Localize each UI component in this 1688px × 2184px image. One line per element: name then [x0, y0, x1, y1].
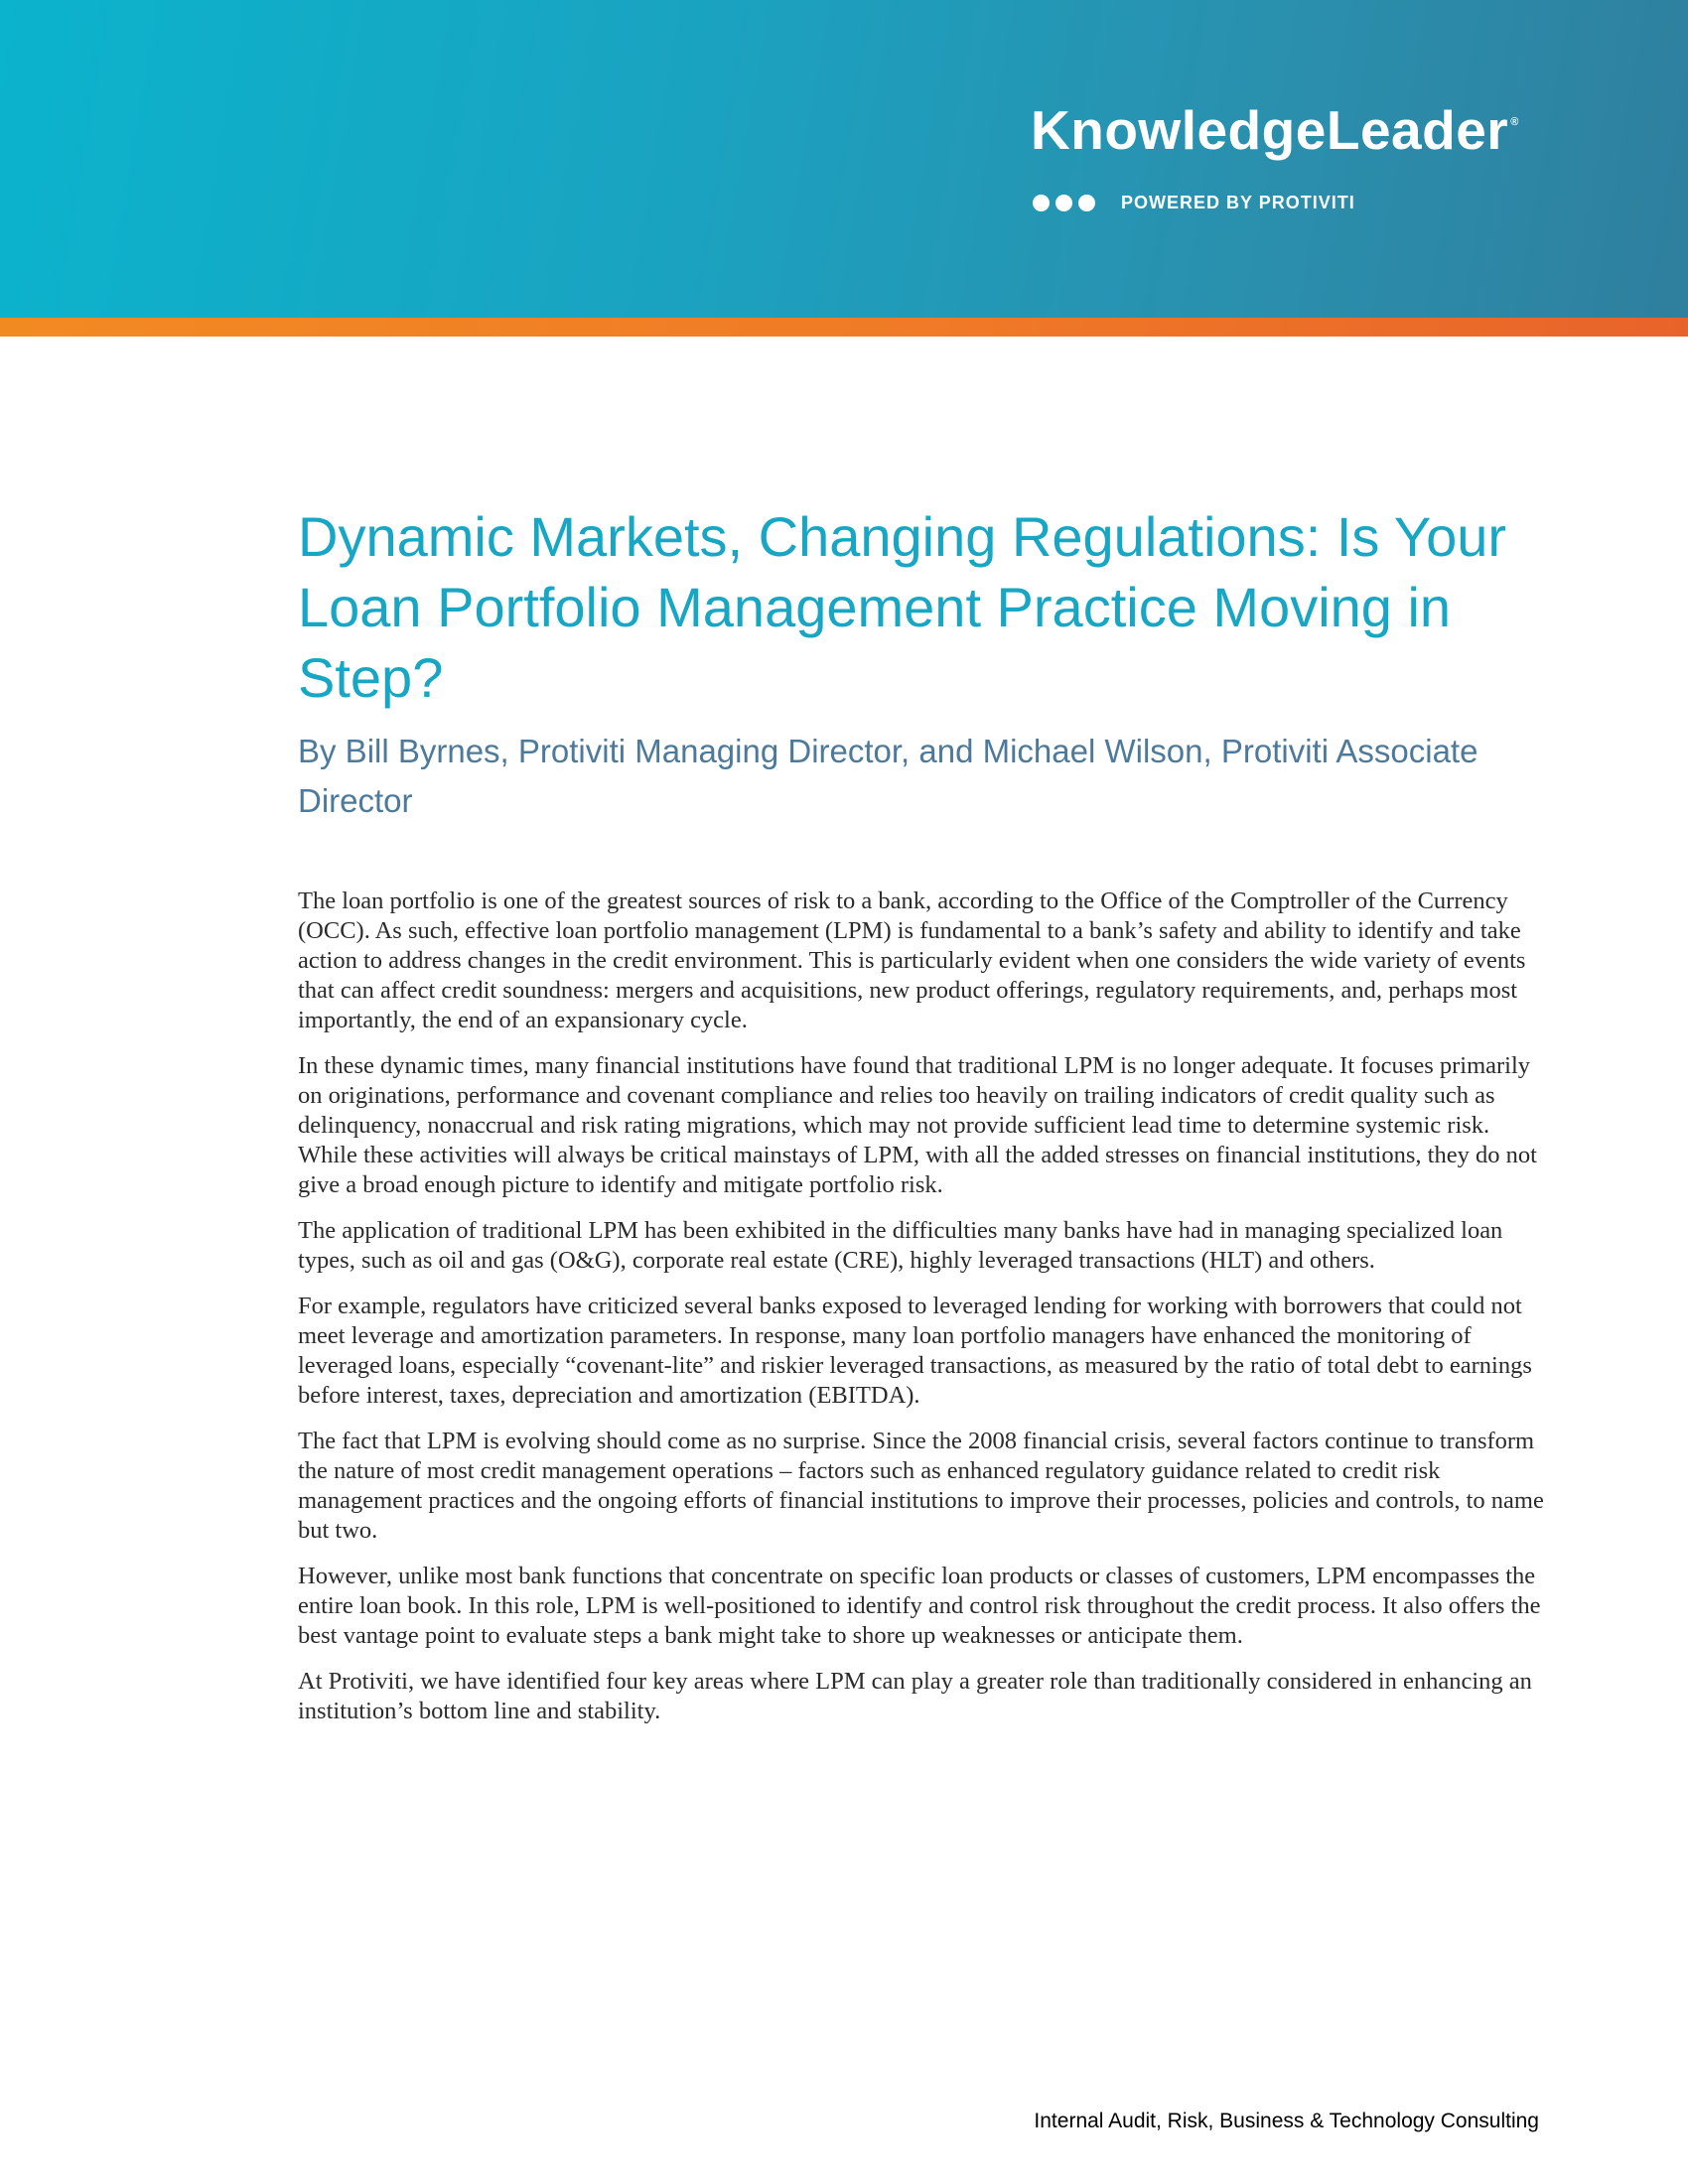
brand-name: KnowledgeLeader	[1031, 99, 1509, 161]
body-paragraph: The fact that LPM is evolving should come as no surprise. Since the 2008 financial crisis, several factors continue to transform the nature of most credit management operations – factors such as enhanced regulatory guidance related to credit risk management practices and the ongoing efforts of financial institutions to improve their processes, policies and controls, to name but two.	[298, 1428, 1544, 1544]
registered-mark: ®	[1510, 116, 1519, 128]
logo-dot	[1033, 195, 1050, 211]
header-accent-stripe	[0, 318, 1688, 337]
body-paragraph: The loan portfolio is one of the greatest sources of risk to a bank, according to the Office of the Comptroller of the Currency (OCC). As such, effective loan portfolio management (LPM) is fundamental to a bank’s safety and ability to identify and take action to address changes in the credit environment. This is particularly evident when one considers the wide variety of events that can affect credit soundness: mergers and acquisitions, new product offerings, regulatory requirements, and, perhaps most importantly, the end of an expansionary cycle.	[298, 887, 1526, 1033]
body-paragraph: The application of traditional LPM has been exhibited in the difficulties many banks have had in managing specialized loan types, such as oil and gas (O&G), corporate real estate (CRE), highly leveraged transactions (HLT) and others.	[298, 1217, 1503, 1274]
logo-dot	[1055, 195, 1072, 211]
brand-tagline: POWERED BY PROTIVITI	[1121, 193, 1355, 212]
body-paragraph: In these dynamic times, many financial institutions have found that traditional LPM is no longer adequate. It focuses primarily on originations, performance and covenant compliance and relies too heavily on trailing indicators of credit quality such as delinquency, nonaccrual and risk rating migrations, which may not provide sufficient lead time to determine systemic risk. While these activities will always be critical mainstays of LPM, with all the added stresses on financial institutions, they do not give a broad enough picture to identify and mitigate portfolio risk.	[298, 1052, 1537, 1198]
article-body	[298, 887, 1549, 1742]
article-byline: By Bill Byrnes, Protiviti Managing Director, and Michael Wilson, Protiviti Associate Director	[298, 733, 1478, 819]
body-paragraph: However, unlike most bank functions that concentrate on specific loan products or classes of customers, LPM encompasses the entire loan book. In this role, LPM is well-positioned to identify and control risk throughout the credit process. It also offers the best vantage point to evaluate steps a bank might take to shore up weaknesses or anticipate them.	[298, 1563, 1541, 1649]
article-title: Dynamic Markets, Changing Regulations: Is Your Loan Portfolio Management Practice Moving in Step?	[298, 505, 1507, 709]
logo-dot	[1078, 195, 1095, 211]
three-dots-logo-icon	[1033, 195, 1095, 211]
body-paragraph: For example, regulators have criticized several banks exposed to leveraged lending for working with borrowers that could not meet leverage and amortization parameters. In response, many loan portfolio managers have enhanced the monitoring of leveraged loans, especially “covenant-lite” and riskier leveraged transactions, as measured by the ratio of total debt to earnings before interest, taxes, depreciation and amortization (EBITDA).	[298, 1293, 1532, 1409]
body-paragraph: At Protiviti, we have identified four key areas where LPM can play a greater role than traditionally considered in enhancing an institution’s bottom line and stability.	[298, 1668, 1532, 1724]
footer-tagline: Internal Audit, Risk, Business & Technology Consulting	[1034, 2110, 1539, 2132]
brand-logo	[1031, 99, 1519, 161]
